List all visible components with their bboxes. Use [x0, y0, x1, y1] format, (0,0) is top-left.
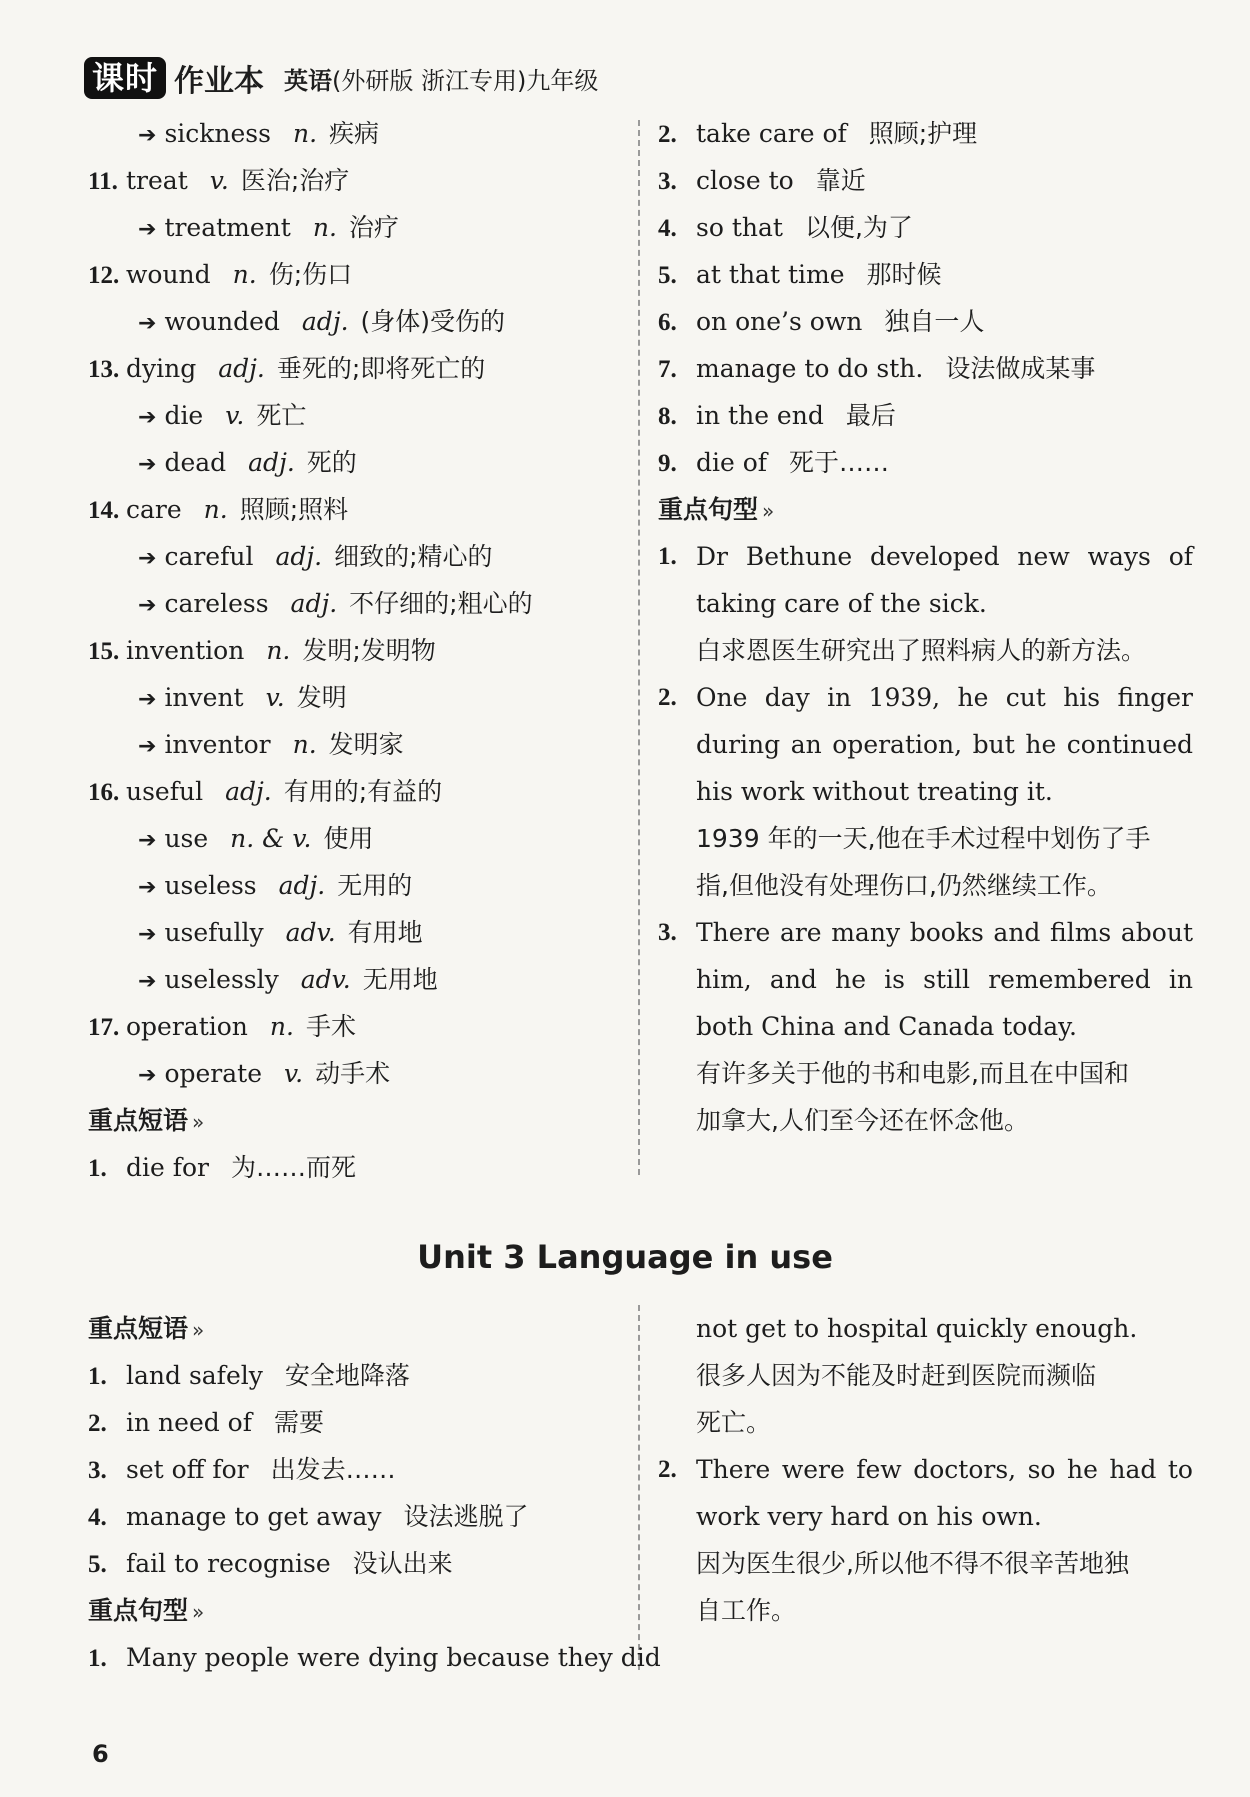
phrase-meaning: 出发去……	[270, 1455, 396, 1484]
page-header	[84, 56, 598, 100]
entry-word: uselessly	[164, 965, 279, 994]
entry-meaning: 有用的;有益的	[283, 777, 443, 806]
entry-number: 3.	[88, 1457, 107, 1484]
vocab-entry	[88, 251, 628, 298]
entry-number: 3.	[658, 919, 677, 946]
derived-word-entry	[88, 862, 628, 909]
key-phrases-heading	[88, 1097, 628, 1144]
part-of-speech: n.	[203, 495, 228, 524]
phrase-meaning: 没认出来	[352, 1549, 453, 1578]
entry-number: 13.	[88, 356, 120, 383]
vocab-entry	[88, 486, 628, 533]
phrase-text: manage to get away	[126, 1502, 382, 1531]
phrase-text: close to	[696, 166, 794, 195]
phrase-text: die of	[696, 448, 768, 477]
phrase-entry	[658, 204, 1193, 251]
part-of-speech: v.	[283, 1059, 304, 1088]
phrase-entry	[658, 110, 1193, 157]
phrase-meaning: 照顾;护理	[868, 119, 978, 148]
phrase-entry	[658, 157, 1193, 204]
phrase-text: on one’s own	[696, 307, 863, 336]
part-of-speech: adj.	[278, 871, 326, 900]
derived-word-entry	[88, 580, 628, 627]
entry-meaning: 疾病	[329, 119, 380, 148]
part-of-speech: n.	[292, 119, 318, 148]
entry-word: careful	[164, 542, 254, 571]
phrase-entry	[88, 1540, 628, 1587]
entry-meaning: 发明	[296, 683, 347, 712]
unit3-sentence-1-end: not get to hospital quickly enough.	[696, 1314, 1138, 1343]
entry-meaning: 有用地	[347, 918, 423, 947]
phrase-entry	[88, 1144, 628, 1191]
entry-number: 2.	[658, 684, 677, 711]
arrow-icon: ➔	[138, 1063, 157, 1088]
phrase-entry	[88, 1399, 628, 1446]
sentence-english: There are many books and films about him, and he is still remembered in both China and Canada today.	[696, 918, 1193, 1041]
phrase-meaning: 为……而死	[231, 1153, 357, 1182]
entry-number: 11.	[88, 168, 118, 195]
phrase-meaning: 独自一人	[884, 307, 985, 336]
entry-word: dead	[164, 448, 227, 477]
entry-word: wounded	[164, 307, 280, 336]
sentence-entry	[658, 674, 1193, 815]
arrow-icon: ➔	[138, 922, 157, 947]
sentence-entry	[658, 533, 1193, 627]
part-of-speech: n.	[292, 730, 317, 759]
entry-word: useful	[126, 777, 204, 806]
column-divider-top	[638, 120, 640, 1175]
part-of-speech: n.	[312, 213, 337, 242]
sentence-translation: 加拿大,人们至今还在怀念他。	[696, 1106, 1029, 1135]
vocab-entry	[88, 345, 628, 392]
arrow-icon: ➔	[138, 969, 157, 994]
sentence-english: One day in 1939, he cut his finger during an operation, but he continued his work without treating it.	[696, 683, 1193, 806]
phrase-text: manage to do sth.	[696, 354, 924, 383]
phrase-meaning: 死于……	[789, 448, 890, 477]
phrase-meaning: 安全地降落	[284, 1361, 410, 1390]
subject-name: 英语	[284, 66, 333, 95]
sentence-text	[658, 909, 1193, 1050]
arrow-icon: ➔	[138, 546, 157, 571]
sentence-translation: 很多人因为不能及时赶到医院而濒临	[696, 1361, 1097, 1390]
right-column	[658, 110, 1193, 1144]
phrase-meaning: 需要	[274, 1408, 325, 1437]
entry-number: 2.	[88, 1410, 107, 1437]
part-of-speech: v.	[209, 166, 229, 195]
entry-number: 3.	[658, 168, 677, 195]
part-of-speech: n. & v.	[230, 824, 312, 853]
entry-number: 4.	[88, 1504, 107, 1531]
arrow-icon: ➔	[138, 217, 157, 242]
part-of-speech: adj.	[290, 589, 338, 618]
entry-number: 12.	[88, 262, 120, 289]
entry-meaning: 死的	[306, 448, 357, 477]
entry-meaning: 发明;发明物	[302, 636, 436, 665]
column-divider-bottom	[638, 1305, 640, 1670]
entry-word: invention	[126, 636, 245, 665]
sentence-translation: 有许多关于他的书和电影,而且在中国和	[696, 1059, 1129, 1088]
phrase-text: so that	[696, 213, 783, 242]
part-of-speech: adv.	[285, 918, 336, 947]
part-of-speech: adv.	[300, 965, 351, 994]
entry-number: 9.	[658, 450, 677, 477]
entry-number: 8.	[658, 403, 677, 430]
sentence-text	[658, 533, 1193, 627]
chevron-icon: »	[192, 1110, 205, 1134]
entry-meaning: 细致的;精心的	[334, 542, 493, 571]
derived-word-entry	[88, 439, 628, 486]
phrase-text: in the end	[696, 401, 824, 430]
entry-meaning: 无用的	[337, 871, 413, 900]
phrase-meaning: 设法做成某事	[945, 354, 1096, 383]
derived-word-entry	[88, 721, 628, 768]
entry-word: care	[126, 495, 182, 524]
arrow-icon: ➔	[138, 311, 157, 336]
entry-number: 5.	[88, 1551, 107, 1578]
entry-word: treatment	[164, 213, 291, 242]
subject-edition: (外研版 浙江专用)九年级	[332, 66, 599, 95]
entry-meaning: 发明家	[328, 730, 404, 759]
entry-number: 7.	[658, 356, 677, 383]
entry-word: inventor	[164, 730, 271, 759]
derived-word-entry	[88, 110, 628, 157]
derived-word-entry	[88, 1050, 628, 1097]
sentence-translation: 自工作。	[696, 1596, 797, 1625]
vocab-entry	[88, 157, 628, 204]
phrase-text: take care of	[696, 119, 847, 148]
phrase-meaning: 靠近	[815, 166, 866, 195]
entry-number: 17.	[88, 1014, 120, 1041]
part-of-speech: adj.	[218, 354, 265, 383]
phrase-entry	[88, 1446, 628, 1493]
unit3-left-column	[88, 1305, 661, 1681]
entry-word: dying	[126, 354, 197, 383]
entry-meaning: 垂死的;即将死亡的	[276, 354, 486, 383]
entry-word: invent	[164, 683, 244, 712]
unit3-sentence-1-start: 1. Many people were dying because they did	[88, 1643, 661, 1672]
part-of-speech: n.	[232, 260, 257, 289]
entry-number: 2.	[658, 121, 677, 148]
phrase-meaning: 最后	[845, 401, 896, 430]
phrase-text: fail to recognise	[126, 1549, 331, 1578]
entry-meaning: 使用	[323, 824, 374, 853]
entry-number: 4.	[658, 215, 677, 242]
sentence-text	[658, 674, 1193, 815]
arrow-icon: ➔	[138, 405, 157, 430]
arrow-icon: ➔	[138, 452, 157, 477]
sentence-english: Dr Bethune developed new ways of taking care of the sick.	[696, 542, 1193, 618]
sentence-translation: 白求恩医生研究出了照料病人的新方法。	[696, 636, 1147, 665]
entry-word: operate	[164, 1059, 262, 1088]
arrow-icon: ➔	[138, 687, 157, 712]
arrow-icon: ➔	[138, 875, 157, 900]
entry-meaning: 照顾;照料	[239, 495, 349, 524]
derived-word-entry	[88, 204, 628, 251]
unit3-phrase-list	[88, 1352, 628, 1587]
entry-word: useless	[164, 871, 257, 900]
entry-meaning: 不仔细的;粗心的	[349, 589, 533, 618]
entry-word: operation	[126, 1012, 248, 1041]
phrase-text: in need of	[126, 1408, 252, 1437]
unit-title: Unit 3 Language in use	[417, 1238, 833, 1276]
derived-word-entry	[88, 909, 628, 956]
vocab-list	[88, 110, 628, 1191]
page-number: 6	[92, 1740, 109, 1768]
entry-number: 16.	[88, 779, 120, 806]
unit3-sentences-heading: 重点句型 »	[88, 1596, 205, 1625]
entry-number: 15.	[88, 638, 120, 665]
part-of-speech: adj.	[248, 448, 295, 477]
vocab-entry	[88, 768, 628, 815]
sentence-entry	[658, 909, 1193, 1050]
phrase-meaning: 那时候	[866, 260, 942, 289]
derived-word-entry	[88, 674, 628, 721]
key-sentences-heading: 重点句型 »	[658, 495, 775, 524]
entry-number: 1.	[658, 543, 677, 570]
entry-number: 1.	[88, 1363, 107, 1390]
entry-word: die	[164, 401, 204, 430]
subject-line	[284, 61, 598, 96]
entry-meaning: 治疗	[348, 213, 399, 242]
entry-number: 1.	[88, 1155, 107, 1182]
vocab-entry	[88, 627, 628, 674]
entry-word: sickness	[164, 119, 271, 148]
phrase-entry	[658, 251, 1193, 298]
series-logo: 课时	[84, 57, 166, 99]
derived-word-entry	[88, 956, 628, 1003]
derived-word-entry	[88, 298, 628, 345]
phrase-text: set off for	[126, 1455, 249, 1484]
derived-word-entry	[88, 533, 628, 580]
entry-meaning: 动手术	[315, 1059, 391, 1088]
part-of-speech: v.	[265, 683, 285, 712]
phrase-entry	[658, 298, 1193, 345]
part-of-speech: adj.	[225, 777, 272, 806]
derived-word-entry	[88, 815, 628, 862]
entry-meaning: (身体)受伤的	[360, 307, 506, 336]
phrase-text: at that time	[696, 260, 845, 289]
arrow-icon: ➔	[138, 734, 157, 759]
phrase-list-continued	[658, 110, 1193, 486]
phrase-text: die for	[126, 1153, 209, 1182]
phrase-meaning: 以便,为了	[804, 213, 913, 242]
entry-word: wound	[126, 260, 211, 289]
entry-word: use	[164, 824, 209, 853]
entry-number: 14.	[88, 497, 120, 524]
sentence-translation: 1939 年的一天,他在手术过程中划伤了手	[696, 824, 1151, 853]
entry-meaning: 死亡	[256, 401, 307, 430]
sentence-translation: 死亡。	[696, 1408, 772, 1437]
phrase-entry	[658, 345, 1193, 392]
series-name: 作业本	[174, 64, 265, 99]
entry-word: treat	[126, 166, 188, 195]
phrase-entry	[658, 439, 1193, 486]
phrase-entry	[658, 392, 1193, 439]
entry-meaning: 医治;治疗	[240, 166, 350, 195]
sentence-translation: 因为医生很少,所以他不得不很辛苦地独	[696, 1549, 1129, 1578]
part-of-speech: v.	[225, 401, 245, 430]
phrase-entry	[88, 1352, 628, 1399]
heading-text: 重点短语	[88, 1106, 189, 1135]
arrow-icon: ➔	[138, 593, 157, 618]
unit3-sentence-2: 2. There were few doctors, so he had to work very hard on his own.	[658, 1455, 1193, 1531]
unit3-sentence-1-translation	[658, 1352, 1193, 1446]
part-of-speech: adj.	[275, 542, 323, 571]
entry-word: careless	[164, 589, 269, 618]
part-of-speech: adj.	[301, 307, 349, 336]
sentence-list	[658, 533, 1193, 1144]
entry-meaning: 无用地	[362, 965, 438, 994]
entry-meaning: 伤;伤口	[268, 260, 353, 289]
vocab-entry	[88, 1003, 628, 1050]
phrase-entry	[88, 1493, 628, 1540]
part-of-speech: n.	[266, 636, 291, 665]
unit3-sentence-2-translation	[658, 1540, 1193, 1634]
arrow-icon: ➔	[138, 123, 157, 148]
phrase-meaning: 设法逃脱了	[403, 1502, 529, 1531]
derived-word-entry	[88, 392, 628, 439]
entry-number: 6.	[658, 309, 677, 336]
arrow-icon: ➔	[138, 828, 157, 853]
phrase-text: land safely	[126, 1361, 263, 1390]
unit3-right-column	[658, 1305, 1193, 1634]
unit3-phrases-heading: 重点短语 »	[88, 1314, 205, 1343]
entry-meaning: 手术	[305, 1012, 356, 1041]
entry-number: 5.	[658, 262, 677, 289]
sentence-translation: 指,但他没有处理伤口,仍然继续工作。	[696, 871, 1112, 900]
part-of-speech: n.	[269, 1012, 294, 1041]
entry-word: usefully	[164, 918, 264, 947]
